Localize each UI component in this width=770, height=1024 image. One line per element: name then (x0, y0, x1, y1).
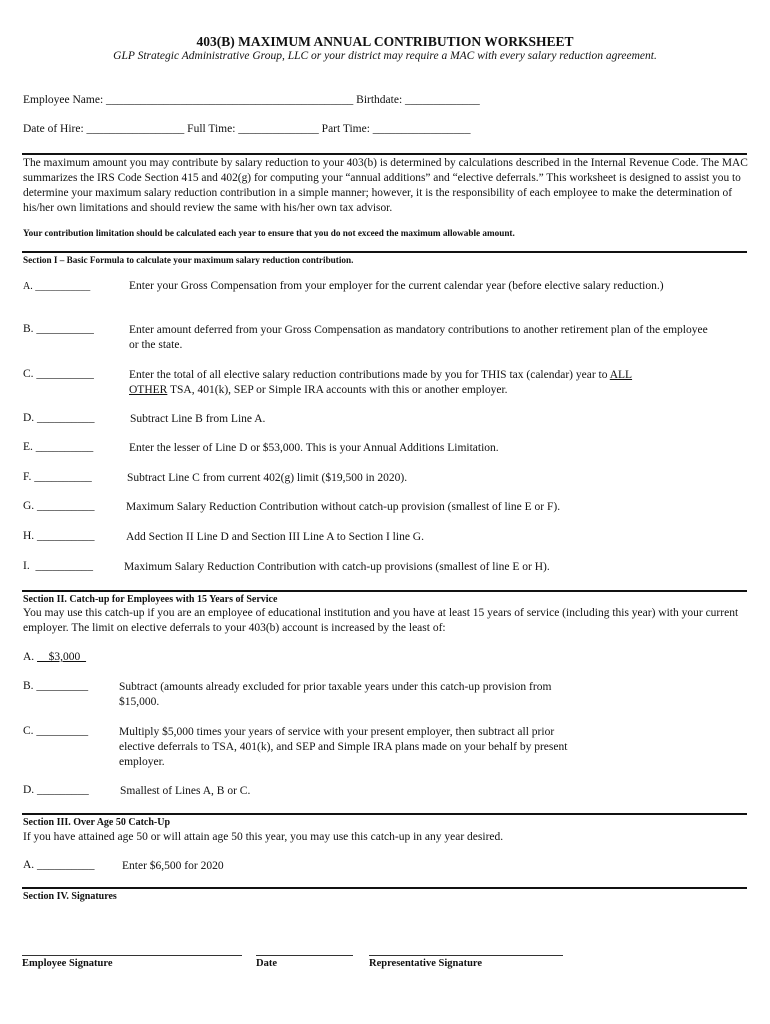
representative-signature-label: Representative Signature (369, 958, 483, 969)
divider (22, 887, 747, 889)
section-1-line-f-field[interactable]: F. __________ (23, 471, 92, 483)
section-1-line-b-field[interactable]: B. __________ (23, 323, 94, 335)
section-2-line-c-desc: Multiply $5,000 times your years of service with your present employer, then subtract all prior elective deferrals to TSA, 401(k), and SEP and Simple IRA plans made on your behalf by present employer. (119, 726, 568, 768)
section-1-line-d-field[interactable]: D. __________ (23, 412, 95, 424)
section-2-line-d-field[interactable]: D. _________ (23, 784, 89, 796)
section-1-line-a-field[interactable]: A. ___________ (23, 281, 91, 292)
section-4-heading: Section IV. Signatures (23, 891, 117, 902)
contribution-note: Your contribution limitation should be calculated each year to ensure that you do not exceed the maximum allowable amount. (23, 228, 515, 238)
section-1-line-b-desc: Enter amount deferred from your Gross Compensation as mandatory contributions to another retirement plan of the employee or the state. (129, 324, 708, 351)
employee-signature-label: Employee Signature (22, 958, 113, 969)
divider (22, 813, 747, 815)
hire-date-status-line[interactable]: Date of Hire: _________________ Full Time: ______________ Part Time: _________________ (23, 123, 471, 135)
divider (22, 153, 747, 155)
section-2-line-d-desc: Smallest of Lines A, B or C. (120, 785, 251, 797)
line-c-desc-start: Enter the total of all elective salary reduction contributions made by you for THIS tax (calendar) year to (129, 369, 610, 381)
section-3-line-a-desc: Enter $6,500 for 2020 (122, 860, 224, 872)
section-1-line-i-desc: Maximum Salary Reduction Contribution with catch-up provisions (smallest of line E or H). (124, 561, 550, 573)
page-title: 403(B) MAXIMUM ANNUAL CONTRIBUTION WORKSHEET (196, 34, 574, 49)
section-1-line-a-desc: Enter your Gross Compensation from your employer for the current calendar year (before elective salary reduction.) (129, 280, 664, 292)
section-1-line-h-desc: Add Section II Line D and Section III Line A to Section I line G. (126, 531, 424, 543)
section-1-line-i-field[interactable]: I. __________ (23, 560, 93, 572)
date-line[interactable] (256, 955, 353, 956)
employee-name-birthdate-line[interactable]: Employee Name: ___________________________________________ Birthdate: _____________ (23, 94, 480, 106)
section-1-line-g-desc: Maximum Salary Reduction Contribution without catch-up provision (smallest of line E or F). (126, 501, 561, 513)
section-2-line-a (23, 651, 86, 663)
section-2-line-a-value: __$3,000_ (37, 651, 86, 663)
section-1-line-c-desc (129, 368, 709, 398)
line-c-other: OTHER (129, 384, 168, 396)
section-3-heading: Section III. Over Age 50 Catch-Up (23, 817, 171, 828)
section-1-heading: Section I – Basic Formula to calculate your maximum salary reduction contribution. (23, 255, 354, 265)
section-1-line-c-field[interactable]: C. __________ (23, 368, 94, 380)
representative-signature-line[interactable] (369, 955, 563, 956)
line-c-all: ALL (609, 369, 633, 381)
date-label: Date (256, 958, 277, 969)
section-2-line-b-field[interactable]: B. _________ (23, 680, 89, 692)
divider (22, 590, 747, 592)
section-3-line-a-field[interactable]: A. __________ (23, 859, 95, 871)
section-1-line-e-desc: Enter the lesser of Line D or $53,000. This is your Annual Additions Limitation. (129, 442, 499, 454)
divider (22, 251, 747, 253)
section-3-text: If you have attained age 50 or will attain age 50 this year, you may use this catch-up in any year desired. (23, 831, 504, 843)
section-1-line-e-field[interactable]: E. __________ (23, 441, 94, 453)
section-2-line-c-field[interactable]: C. _________ (23, 725, 89, 737)
section-1-line-g-field[interactable]: G. __________ (23, 500, 95, 512)
line-c-desc-end: TSA, 401(k), SEP or Simple IRA accounts with this or another employer. (167, 384, 508, 396)
section-1-line-h-field[interactable]: H. __________ (23, 530, 95, 542)
employee-signature-line[interactable] (22, 955, 242, 956)
section-2-text: You may use this catch-up if you are an employee of educational institution and you have at least 15 years of service (including this year) with your current employer. The limit on elective deferrals to your 403(b) account is increased by the least of: (23, 607, 739, 634)
intro-paragraph: The maximum amount you may contribute by salary reduction to your 403(b) is determined by calculations described in the Internal Revenue Code. The MAC summarizes the IRS Code Section 415 and 402(g) for computing your “annual additions” and “elective deferrals.” This worksheet is designed to assist you to determine your maximum salary reduction contribution in a simple manner; however, it is the responsibility of each employee to make the determination of his/her own limitations and should review the same with his/her own tax advisor. (23, 157, 748, 214)
section-2-line-b-desc: Subtract (amounts already excluded for prior taxable years under this catch-up provision from $15,000. (119, 681, 552, 708)
section-2-heading: Section II. Catch-up for Employees with 15 Years of Service (23, 594, 278, 605)
page-subtitle: GLP Strategic Administrative Group, LLC or your district may require a MAC with every salary reduction agreement. (113, 50, 657, 62)
section-1-line-d-desc: Subtract Line B from Line A. (130, 413, 266, 425)
section-2-line-a-label: A. (23, 651, 38, 663)
section-1-line-f-desc: Subtract Line C from current 402(g) limit ($19,500 in 2020). (127, 472, 408, 484)
